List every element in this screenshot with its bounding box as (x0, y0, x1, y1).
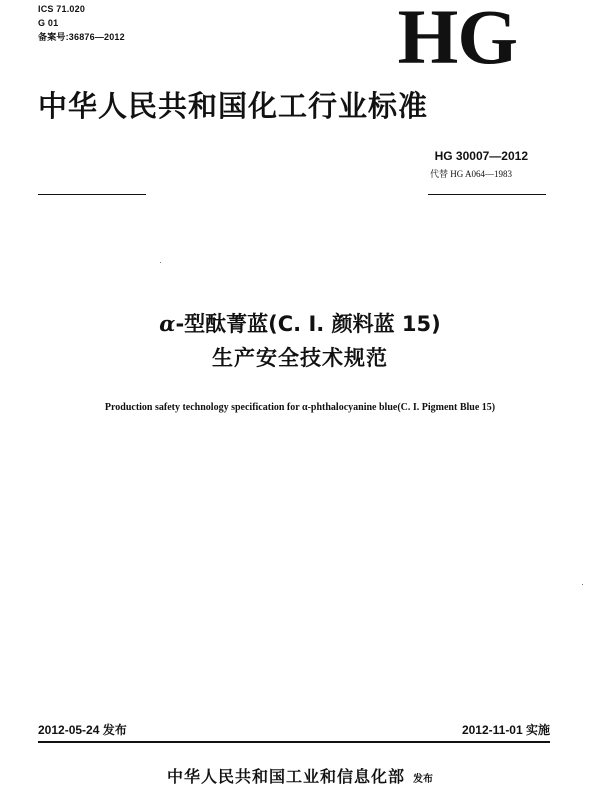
classification-block (38, 2, 125, 44)
scan-speck (582, 584, 583, 585)
publisher-name: 中华人民共和国工业和信息化部 (166, 767, 405, 786)
divider-right (428, 194, 546, 195)
document-title-english: Production safety technology specification for α-phthalocyanine blue(C. I. Pigment Blue 15) (104, 402, 496, 413)
issue-date: 2012-05-24 发布 (38, 723, 127, 737)
standard-number: HG 30007—2012 (434, 149, 528, 163)
document-title-line1 (0, 309, 600, 339)
publisher-suffix: 发布 (413, 774, 433, 785)
scan-speck (160, 262, 161, 263)
divider-left (38, 194, 146, 195)
alpha-symbol: α (159, 311, 176, 336)
filing-number: 备案号:36876—2012 (38, 32, 125, 42)
implementation-date: 2012-11-01 实施 (461, 723, 550, 737)
footer-divider (38, 741, 550, 743)
ccs-code: G 01 (38, 18, 59, 28)
document-title-line1-text: -型酞菁蓝(C. I. 颜料蓝 15) (175, 312, 441, 336)
publisher-line (0, 766, 600, 791)
hg-logo: HG (397, 0, 517, 80)
ics-code: ICS 71.020 (38, 4, 86, 14)
standard-category-title: 中华人民共和国化工行业标准 (38, 89, 429, 123)
replaced-standard: 代替 HG A064—1983 (430, 169, 513, 179)
document-title-line2: 生产安全技术规范 (212, 346, 388, 370)
